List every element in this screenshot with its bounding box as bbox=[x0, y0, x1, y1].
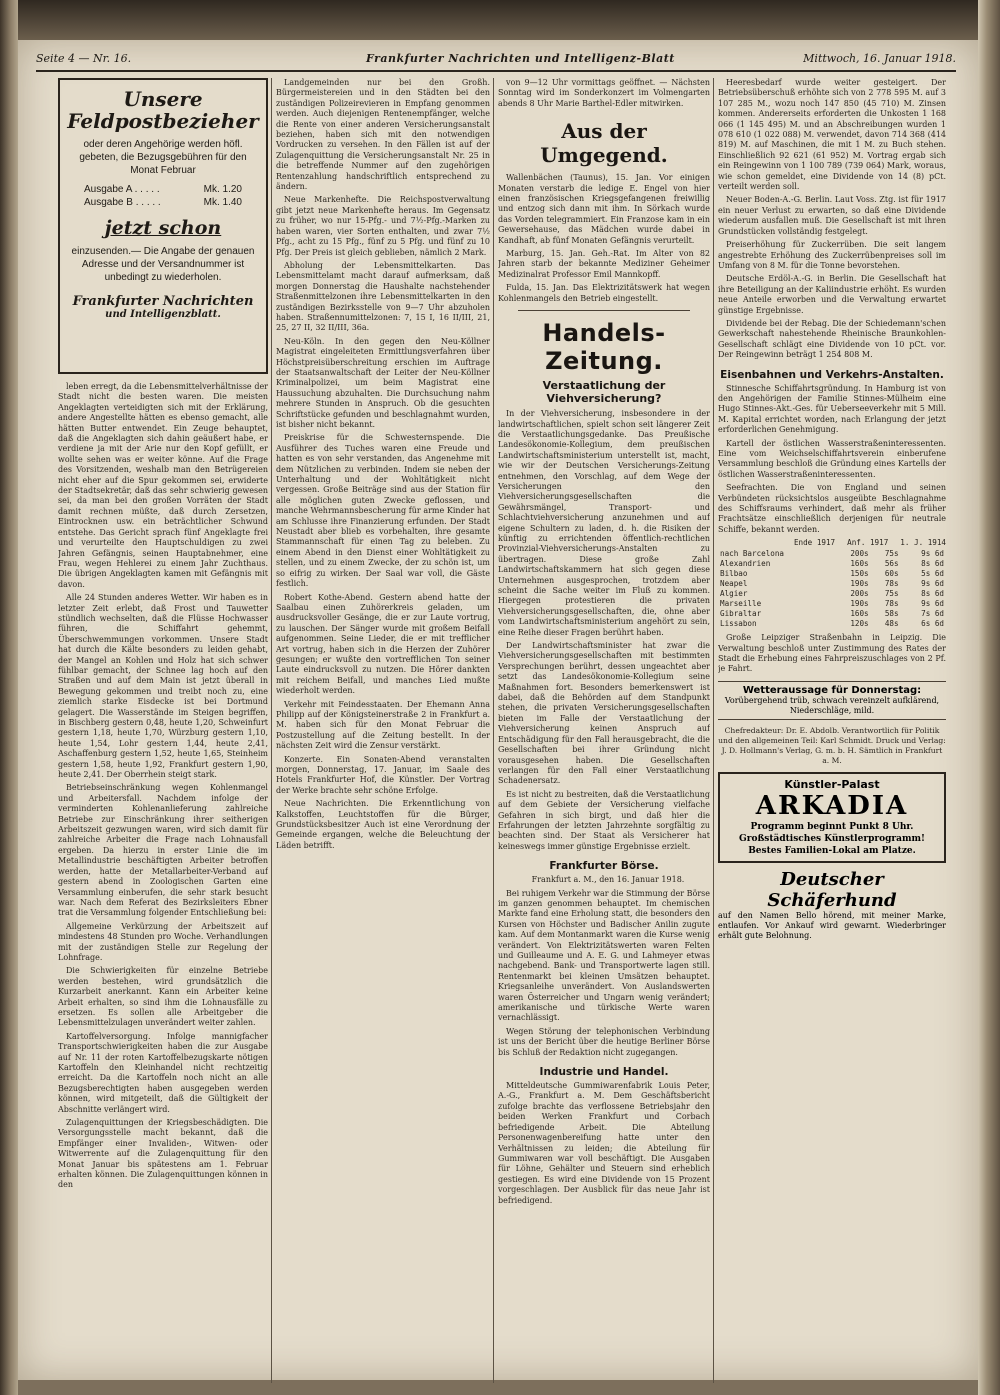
freight-table bbox=[718, 549, 946, 629]
table-row bbox=[718, 619, 946, 629]
port-cell: Gibraltar bbox=[720, 609, 762, 619]
article-paragraph: Verkehr mit Feindesstaaten. Der Ehemann Anna Philipp auf der Königsteinerstraße 2 in Frankfurt a. M. haben sich für den Monat Februar die Postzustellung auf die Zeitung bestellt. In der nächsten Zeit wird die Zensur verstärkt. bbox=[276, 699, 490, 751]
column-4 bbox=[718, 78, 946, 1383]
article-paragraph: Bei ruhigem Verkehr war die Stimmung der Börse im ganzen genommen behauptet. Im chemischen Markte fand eine Erholung statt, die besonders den Kursen von Höchster und Badischer Anilin zugute kam. Auf dem Montanmarkt waren die Kurse wenig verändert. Von Elektrizitätswerten waren Felten und Guilleaume und A. E. G. und Lahmeyer etwas nachgebend. Bank- und Transportwerte lagen still. Rentenmarkt bei kleinen Umsätzen behauptet. Kriegsanleihe unverändert. Von Auslandswerten waren Österreicher und Ungarn wenig verändert; amerikanische und türkische Werte waren vernachlässigt. bbox=[498, 888, 710, 1023]
table-row bbox=[718, 579, 946, 589]
page-number: Seite 4 — Nr. 16. bbox=[36, 52, 132, 65]
article-paragraph: Zulagenquittungen der Kriegsbeschädigten. Die Versorgungsstelle macht bekannt, daß die Empfänger einer Invaliden-, Witwen- oder Witwerrente auf die Zulagenquittung für den Monat Januar bis spätestens am 1. Februar erhalten können. Die Zulagenquittungen können in den bbox=[58, 1118, 268, 1190]
article-paragraph: Betriebseinschränkung wegen Kohlenmangel und Arbeitersfall. Nachdem infolge der verminderten Kohlenanlieferung zahlreiche Betriebe zur Einschränkung ihrer seitherigen Arbeitszeit gezwungen waren, wird sich damit für zahlreiche Arbeiter die Frage nach Lohnausfall ergeben. Da hierzu in erster Linie die im Metallindustrie beschäftigten Arbeiter betroffen werden, hatte der Metallarbeiter-Verband auf gestern abend in Zoologischen Garten eine Versammlung einberufen, die sehr stark besucht war. Nach dem Referat des Bezirksleiters Ebner trat die Versammlung folgender Entschließung bei: bbox=[58, 783, 268, 918]
ad-text: einzusenden.— Die Angabe der genauen Adresse und der Versandnummer ist unbedingt zu wiederholen. bbox=[71, 246, 255, 283]
article-paragraph: Deutsche Erdöl-A.-G. in Berlin. Die Gesellschaft hat ihre Beteiligung an der Kaliindustrie erhöht. Es wurden neue Anteile erworben und die Verwaltung erwartet günstige Ergebnisse. bbox=[718, 274, 946, 315]
ad-text: Programm beginnt Punkt 8 Uhr. bbox=[750, 821, 914, 832]
divider bbox=[518, 310, 690, 311]
lost-dog-advertisement bbox=[718, 869, 946, 941]
article-paragraph: Seefrachten. Die von England und seinen Verbündeten rücksichtslos ausgeübte Beschlagnahme des Schiffsraums verhindert, daß mehr als früher Frachtsätze einschließlich derjenigen für neutrale Schiffe, bekannt werden. bbox=[718, 483, 946, 534]
value-cell: 7s 6d bbox=[921, 609, 944, 619]
value-cell: 75s bbox=[884, 589, 899, 599]
column-2 bbox=[276, 78, 490, 1383]
ad-title: ARKADIA bbox=[755, 790, 909, 821]
value-cell: 60s bbox=[884, 569, 899, 579]
value-cell: 9s 6d bbox=[921, 579, 944, 589]
article-paragraph: Preiskrise für die Schwesternspende. Die Ausführer des Tuches waren eine Freude und hatten es von sehr verstanden, das Angenehme mit dem Nützlichen zu verbinden. Indem sie neben der Unterhaltung und der Wohltätigkeit nicht vergessen. Große Beiträge sind aus der Station für alle möglichen guten Zwecke geflossen, und manche Wehrmannsbescherung für arme Kinder hat am Schlusse ihre Finanzierung erfunden. Der Stadt Neustadt aber blieb es vorbehalten, ihre gesamte Stammannschaft für einen Tag zu beleben. Zu einem Abend in den Dienst einer Wohltätigkeit zu stellen, und zu einem Zwecke, der zu schön ist, um so eifrig zu wirken. Der Saal war voll, die Gäste festlich. bbox=[276, 433, 490, 589]
article-paragraph: Dividende bei der Rebag. Die der Schiedemann'schen Gewerkschaft nahestehende Rheinische Braunkohlen-Gesellschaft schlägt eine Dividende von 10 pCt. vor. Der Reingewinn beträgt 1 254 808 M. bbox=[718, 318, 946, 360]
column-header: Anf. 1917 bbox=[847, 538, 889, 548]
article-paragraph: Wallenbächen (Taunus), 15. Jan. Vor einigen Monaten verstarb die ledige E. Engel von hier einen französischen Kriegsgefangenen freiwillig und entzog sich dann mit ihm. In Sörkach wurde das Vorden telegrammiert. Ein Franzose kam in ein Gewersehause, das Mädchen wurde dabei in Kandhaft, ab fünf Monaten Gefängnis verurteilt. bbox=[498, 173, 710, 245]
article-paragraph: Allgemeine Verkürzung der Arbeitszeit auf mindestens 48 Stunden pro Woche. Verhandlungen mit der zuständigen Stelle zur Regelung der Lohnfrage. bbox=[58, 921, 268, 962]
port-cell: Neapel bbox=[720, 579, 748, 589]
column-rule bbox=[713, 78, 714, 1383]
article-paragraph: Kartoffelversorgung. Infolge mannigfacher Transportschwierigkeiten haben die zur Ausgabe auf Nr. 11 der roten Kartoffelbezugskarte nötigen Kartoffeln den Kleinhandel nicht rechtzeitig erreicht. Da die Kartoffeln noch nicht an alle Bezugsberechtigten haben ausgegeben werden können, wird mitgeteilt, daß die Gültigkeit der Abschnitte verlängert wird. bbox=[58, 1031, 268, 1114]
dateline: Frankfurt a. M., den 16. Januar 1918. bbox=[531, 875, 685, 885]
ad-text: Bestes Familien-Lokal am Platze. bbox=[748, 845, 916, 856]
price-label: Ausgabe A . . . . . bbox=[84, 184, 160, 195]
article-paragraph: Preiserhöhung für Zuckerrüben. Die seit langem angestrebte Erhöhung des Zuckerrübenpreises soll im Umfang von 8 M. für die Tonne bevorstehen. bbox=[718, 240, 946, 270]
binding-edge bbox=[0, 0, 18, 1395]
article-paragraph: Große Leipziger Straßenbahn in Leipzig. Die Verwaltung beschloß unter Zustimmung des Rates der Stadt die Erhebung eines Fahrpreiszuschlages von 2 Pf. je Fahrt. bbox=[718, 633, 946, 674]
article-paragraph: Heeresbedarf wurde weiter gesteigert. Der Betriebsüberschuß erhöhte sich von 2 778 595 M. auf 3 107 285 M., wozu noch 147 850 (45 710) M. Zinsen kommen. Andererseits erforderten die Unkosten 1 168 066 (1 145 495) M. und an Abschreibungen wurden 1 078 610 (1 022 088) M. verwendet, davon 714 368 (414 819) M. auf Maschinen, die mit 1 M. zu Buch stehen. Einschließlich 92 621 (61 952) M. Vortrag ergab sich ein Reingewinn von 1 100 789 (739 064) Mark, woraus, wie schon gemeldet, eine Dividende von 14 (8) pCt. verteilt werden soll. bbox=[718, 78, 946, 192]
ad-heading: Unsere bbox=[123, 87, 203, 111]
article-paragraph: Neue Markenhefte. Die Reichspostverwaltung gibt jetzt neue Markenhefte heraus. Im Gegensatz zu früher, wo nur 15-Pfg.- und 7½-Pfg.-Marken zu haben waren, vier Sorten enthalten, und zwar 7½ Pfg., acht zu 15 Pfg., fünf zu 5 Pfg. und fünf zu 10 Pfg. Der Preis ist gleich geblieben, nämlich 2 Mark. bbox=[276, 195, 490, 257]
column-1 bbox=[58, 78, 268, 1383]
freight-table-header bbox=[718, 538, 946, 547]
table-row bbox=[718, 589, 946, 599]
column-header: Ende 1917 bbox=[793, 538, 836, 548]
article-paragraph: Landgemeinden nur bei den Großh. Bürgermeistereien und in den Städten bei den zuständigen Polizeirevieren in Empfang genommen werden. Auch diejenigen Rentenempfänger, welche die Rente von einer anderen Versicherungsanstalt beziehen, haben sich mit den notwendigen Vordrucken zu versehen. In den Fällen ist auf der Zulagenquittung die Versicherungsanstalt Nr. 25 in die betreffende Nummer auf den zugehörigen Rentenzahlung handschriftlich entsprechend zu ändern. bbox=[276, 78, 490, 192]
article-paragraph: Alle 24 Stunden anderes Wetter. Wir haben es in letzter Zeit erlebt, daß Frost und Tauwetter stündlich wechselten, daß die Flüsse Hochwasser führen, die Schiffahrt gehemmt, Überschwemmungen vorkommen. Unsere Stadt hat durch die Kälte besonders zu leiden gehabt, der Mangel an Kohlen und Holz hat sich schwer fühlbar gemacht, der Schnee lag hoch auf den Straßen und auf dem Main ist jetzt überall in Bewegung gekommen und treibt noch zu, eine ziemlich starke Eisdecke ist bei Dortmund gelagert. Die Wasserstände im Steigen begriffen, in Bischberg gestern 0,48, heute 1,20, Schweinfurt gestern 1,18, heute 1,70, Würzburg gestern 1,10, heute 1,54, Lohr gestern 1,44, heute 2,41, Aschaffenburg gestern 1,52, heute 1,65, Steinheim gestern 1,58, heute 1,92, Frankfurt gestern 1,90, heute 2,41. Der Oberrhein steigt stark. bbox=[58, 593, 268, 780]
weather-heading: Wetteraussage für Donnerstag: bbox=[742, 684, 922, 696]
table-row bbox=[718, 549, 946, 559]
value-cell: 120s bbox=[850, 619, 869, 629]
article-paragraph: Wegen Störung der telephonischen Verbindung ist uns der Bericht über die heutige Berliner Börse bis Schluß der Redaktion nicht zugegangen. bbox=[498, 1026, 710, 1057]
table-row bbox=[718, 569, 946, 579]
article-heading: Verstaatlichung der Viehversicherung? bbox=[542, 379, 666, 406]
price-row bbox=[66, 183, 260, 196]
ad-title: Deutscher Schäferhund bbox=[767, 868, 897, 911]
port-cell: Alexandrien bbox=[720, 559, 771, 569]
issue-date: Mittwoch, 16. Januar 1918. bbox=[803, 52, 956, 65]
table-row bbox=[718, 599, 946, 609]
port-cell: Algier bbox=[720, 589, 748, 599]
value-cell: 150s bbox=[850, 569, 869, 579]
article-paragraph: von 9—12 Uhr vormittags geöffnet. — Nächsten Sonntag wird im Sonderkonzert im Volmengarten abends 8 Uhr Marie Barthel-Edler mitwirken. bbox=[498, 78, 710, 108]
weather-forecast bbox=[718, 681, 946, 720]
page-shadow-top bbox=[0, 0, 1000, 40]
article-paragraph: In der Viehversicherung, insbesondere in der landwirtschaftlichen, spielt schon seit längerer Zeit die Verstaatlichungsgedanke. Das Preußische Landesökonomie-Kollegium, dem preußischen Landwirtschaftsministerium unterstellt ist, macht, wie wir der Deutschen Versicherungs-Zeitung entnehmen, den Vorschlag, auf dem Wege der Versicherungen den Viehversicherungsgesellschaften die Gewährsmängel, Transport- und Schlachtviehversicherung anzunehmen und auf eigene Schultern zu laden, d. h. die Risiken der künftig zu errichtenden öffentlich-rechtlichen Provinzial-Viehversicherungs-Anstalten zu übertragen. Diese große Zahl Landwirtschaftskammern hat sich gegen diese Unternehmen ausgesprochen, trotzdem aber scheint die Sache weiter im Fluß zu kommen. Hiergegen protestieren die privaten Viehversicherungsgesellschaften, die, ohne aber vom Landwirtschaftsministerium angehört zu sein, eine Reihe dieser Fragen berührt haben. bbox=[498, 409, 710, 637]
value-cell: 78s bbox=[884, 599, 899, 609]
ad-signature: und Intelligenzblatt. bbox=[105, 309, 221, 320]
price-value: Mk. 1.20 bbox=[203, 184, 242, 195]
price-value: Mk. 1.40 bbox=[203, 197, 242, 208]
article-paragraph: Neu-Köln. In den gegen den Neu-Köllner Magistrat eingeleiteten Ermittlungsverfahren über Höchstpreisüberschreitung erschien im Auftrage der Staatsanwaltschaft der Leiter der Neu-Köllner Kriminalpolizei, um beim Magistrat eine Haussuchung abzuhalten. Die Durchsuchung nahm mehrere Stunden in Anspruch. Ob die gesuchten Schriftstücke gefunden und beschlagnahmt wurden, ist bisher nicht bekannt. bbox=[276, 336, 490, 429]
value-cell: 160s bbox=[850, 559, 869, 569]
value-cell: 200s bbox=[850, 589, 869, 599]
port-cell: nach Barcelona bbox=[720, 549, 785, 559]
value-cell: 75s bbox=[884, 549, 899, 559]
article-heading: Industrie und Handel. bbox=[539, 1066, 669, 1079]
arkadia-advertisement bbox=[718, 772, 946, 863]
article-paragraph: Die Schwierigkeiten für einzelne Betriebe werden bestehen, wird grundsätzlich die Kurzarbeit anerkannt. Kann ein Arbeiter keine Arbeit erhalten, so sind ihm die Lohnausfälle zu ersetzen. Es sollen alle Arbeitgeber die Lebensmittelzulagen unverändert weiter zahlen. bbox=[58, 966, 268, 1028]
section-heading: Handels-Zeitung. bbox=[542, 319, 666, 376]
article-paragraph: Mitteldeutsche Gummiwarenfabrik Louis Peter, A.-G., Frankfurt a. M. Dem Geschäftsbericht zufolge brachte das verflossene Betriebsjahr den beiden Werken Frankfurt und Corbach befriedigende Arbeit. Die Abteilung Personenwagenbereifung hatte unter den Verhältnissen zu leiden; die Abteilung für Gummiwaren war voll beschäftigt. Die Ausgaben für Löhne, Gehälter und Steuern sind erheblich gestiegen. Es wird eine Dividende von 15 Prozent vorgeschlagen. Der Ausblick für das neue Jahr ist befriedigend. bbox=[498, 1081, 710, 1205]
ad-text: auf den Namen Bello hörend, mit meiner Marke, entlaufen. Vor Ankauf wird gewarnt. Wiederbringer erhält gute Belohnung. bbox=[718, 910, 946, 940]
article-paragraph: Es ist nicht zu bestreiten, daß die Verstaatlichung auf dem Gebiete der Versicherung vielfache Gefahren in sich birgt, und daß hier die Erfahrungen der letzten Jahrzehnte sorgfältig zu beachten sind. Der Staat als Versicherer hat keineswegs immer günstige Ergebnisse erzielt. bbox=[498, 789, 710, 851]
value-cell: 9s 6d bbox=[921, 599, 944, 609]
value-cell: 200s bbox=[850, 549, 869, 559]
port-cell: Marseille bbox=[720, 599, 762, 609]
article-paragraph: Kartell der östlichen Wasserstraßeninteressenten. Eine vom Weichselschiffahrtsverein einberufene Versammlung beschloß die Gründung eines Kartells der östlichen Wasserstraßeninteressenten. bbox=[718, 438, 946, 479]
feldpost-advertisement bbox=[58, 78, 268, 374]
value-cell: 190s bbox=[850, 579, 869, 589]
newspaper-title: Frankfurter Nachrichten und Intelligenz-Blatt bbox=[366, 52, 675, 65]
value-cell: 58s bbox=[884, 609, 899, 619]
imprint: Chefredakteur: Dr. E. Abdolb. Verantwortlich für Politik und den allgemeinen Teil: Karl Schmidt. Druck und Verlag: J. D. Hollmann's Verlag, G. m. b. H. Sämtlich in Frankfurt a. M. bbox=[718, 725, 946, 765]
value-cell: 8s 6d bbox=[921, 559, 944, 569]
weather-text: Vorübergehend trüb, schwach vereinzelt aufklärend, Niederschläge, mild. bbox=[724, 695, 940, 715]
table-row bbox=[718, 609, 946, 619]
ad-text: oder deren Angehörige werden höfl. gebeten, die Bezugsgebühren für den Monat Februar bbox=[79, 139, 247, 176]
value-cell: 78s bbox=[884, 579, 899, 589]
value-cell: 56s bbox=[884, 559, 899, 569]
article-paragraph: Stinnesche Schiffahrtsgründung. In Hamburg ist von den Angehörigen der Familie Stinnes-Mülheim eine Hugo Stinnes-Akt.-Ges. für Ueberseeverkehr mit 5 Mill. M. Kapital errichtet worden, nach Erlangung der jetzt erforderlichen Genehmigung. bbox=[718, 383, 946, 435]
ad-heading: Künstler-Palast bbox=[784, 777, 880, 791]
value-cell: 190s bbox=[850, 599, 869, 609]
value-cell: 6s 6d bbox=[921, 619, 944, 629]
article-paragraph: Neue Nachrichten. Die Erkenntlichung von Kalkstoffen, Leuchtstoffen für die Bürger, Grundstücksbesitzer Auch ist eine Verordnung der Gemeinde ergangen, welche die Beleuchtung der Läden betrifft. bbox=[276, 799, 490, 850]
article-paragraph: Konzerte. Ein Sonaten-Abend veranstalten morgen, Donnerstag, 17. Januar, im Saale des Hotels Frankfurter Hof, die Künstler. Der Vortrag der Werke brachte sehr schöne Erfolge. bbox=[276, 754, 490, 795]
value-cell: 9s 6d bbox=[921, 549, 944, 559]
section-heading: Aus der Umgegend. bbox=[540, 119, 668, 168]
port-cell: Bilbao bbox=[720, 569, 748, 579]
article-paragraph: Neuer Boden-A.-G. Berlin. Laut Voss. Ztg. ist für 1917 ein neuer Verlust zu erwarten, so daß eine Dividende wiederum ausfallen muß. Die Gesellschaft ist mit ihren Grundstücken vollständig festgelegt. bbox=[718, 195, 946, 236]
article-paragraph: Marburg, 15. Jan. Geh.-Rat. Im Alter von 82 Jahren starb der bekannte Mediziner Geheimer Medizinalrat Professor Emil Mannkopff. bbox=[498, 249, 710, 279]
article-paragraph: Der Landwirtschaftsminister hat zwar die Viehversicherungsgesellschaften mit bestimmten Versprechungen berührt, dessen ungeachtet aber setzt das Landesökonomie-Kollegium seine Maßnahmen fort. Besonders bemerkenswert ist dabei, daß die Behörden auf dem Standpunkt stehen, die privaten Versicherungsgesellschaften bieten im Falle der Verstaatlichung der Viehversicherung keinen Anspruch auf Entschädigung für den Fall herausgebracht, die die Gesellschaften bei ihrer Gründung nicht vorausgesehen haben. Die Gesellschaften verlangen für den Fall einer Verstaatlichung Schadenersatz. bbox=[498, 641, 710, 786]
price-label: Ausgabe B . . . . . bbox=[84, 197, 161, 208]
article-paragraph: Abholung der Lebensmittelkarten. Das Lebensmittelamt macht darauf aufmerksam, daß morgen Donnerstag die Haushalte nachstehender Straßenmittelzonen ihre Lebensmittelkarten in den zuständigen Bezirksstelle von 9—7 Uhr abzuholen haben. Straßennumittelzonen: 7, 15 I, 16 II/III, 21, 25, 27 II, 32 II/III, 36a. bbox=[276, 260, 490, 333]
column-3 bbox=[498, 78, 710, 1383]
value-cell: 160s bbox=[850, 609, 869, 619]
price-row bbox=[66, 196, 260, 209]
column-rule bbox=[493, 78, 494, 1383]
value-cell: 48s bbox=[884, 619, 899, 629]
page-edge-right bbox=[978, 0, 1000, 1395]
ad-heading: Feldpostbezieher bbox=[67, 109, 259, 133]
ad-emphasis: jetzt schon bbox=[104, 217, 222, 239]
value-cell: 5s 6d bbox=[921, 569, 944, 579]
ad-signature: Frankfurter Nachrichten bbox=[72, 294, 254, 309]
value-cell: 8s 6d bbox=[921, 589, 944, 599]
column-header: 1. J. 1914 bbox=[900, 538, 946, 548]
article-paragraph: Fulda, 15. Jan. Das Elektrizitätswerk hat wegen Kohlenmangels den Betrieb eingestellt. bbox=[498, 283, 710, 303]
column-rule bbox=[271, 78, 272, 1383]
article-heading: Frankfurter Börse. bbox=[549, 860, 659, 873]
table-row bbox=[718, 559, 946, 569]
article-paragraph: Robert Kothe-Abend. Gestern abend hatte der Saalbau einen Zuhörerkreis geladen, um ausdrucksvoller Gesänge, die er zur Laute vortrug, zu lauschen. Der Sänger wurde mit großem Beifall aufgenommen. Seine Lieder, die er mit trefflicher Art vortrug, haben sich in die Herzen der Zuhörer gesungen; er wußte den vortrefflichen Ton seiner Laute eindrucksvoll zu nutzen. Die Hörer dankten mit reichem Beifall, und manches Lied mußte wiederholt werden. bbox=[276, 592, 490, 696]
article-paragraph: leben erregt, da die Lebensmittelverhältnisse der Stadt nicht die besten waren. Die meisten Angeklagten verteidigten sich mit der Erklärung, andere Angestellte hätten es ebenso gemacht, alle hätten Butter entwendet. Ein Zeuge behauptet, daß die Angeklagten sich dahin geäußert habe, er verdiene ja mit der Arie nur den Kopf gefüllt, er wollte sehen was er weiter könne. Auf die Frage des Vorsitzenden, weshalb man den Betrügereien nicht eher auf die Spur gekommen sei, erwiderte der Stadtsekretär, daß das sehr schwierig gewesen sei, da man bei den großen Vorräten der Stadt damit rechnen müßte, daß durch Zersetzen, Eintrocknen usw. ein beträchtlicher Schwund entstehe. Das Gericht sprach fünf Angeklagte frei und verurteilte den Hauptschuldigen zu zwei Jahren Gefängnis, seinen Hauptabnehmer, eine Frau, wegen Hehlerei zu einem Jahr Zuchthaus. Die übrigen Angeklagten kamen mit Gefängnis mit davon. bbox=[58, 382, 268, 589]
ad-text: Großstädtisches Künstlerprogramm! bbox=[739, 833, 925, 844]
masthead bbox=[36, 52, 956, 72]
section-heading: Eisenbahnen und Verkehrs-Anstalten. bbox=[720, 368, 944, 381]
port-cell: Lissabon bbox=[720, 619, 757, 629]
